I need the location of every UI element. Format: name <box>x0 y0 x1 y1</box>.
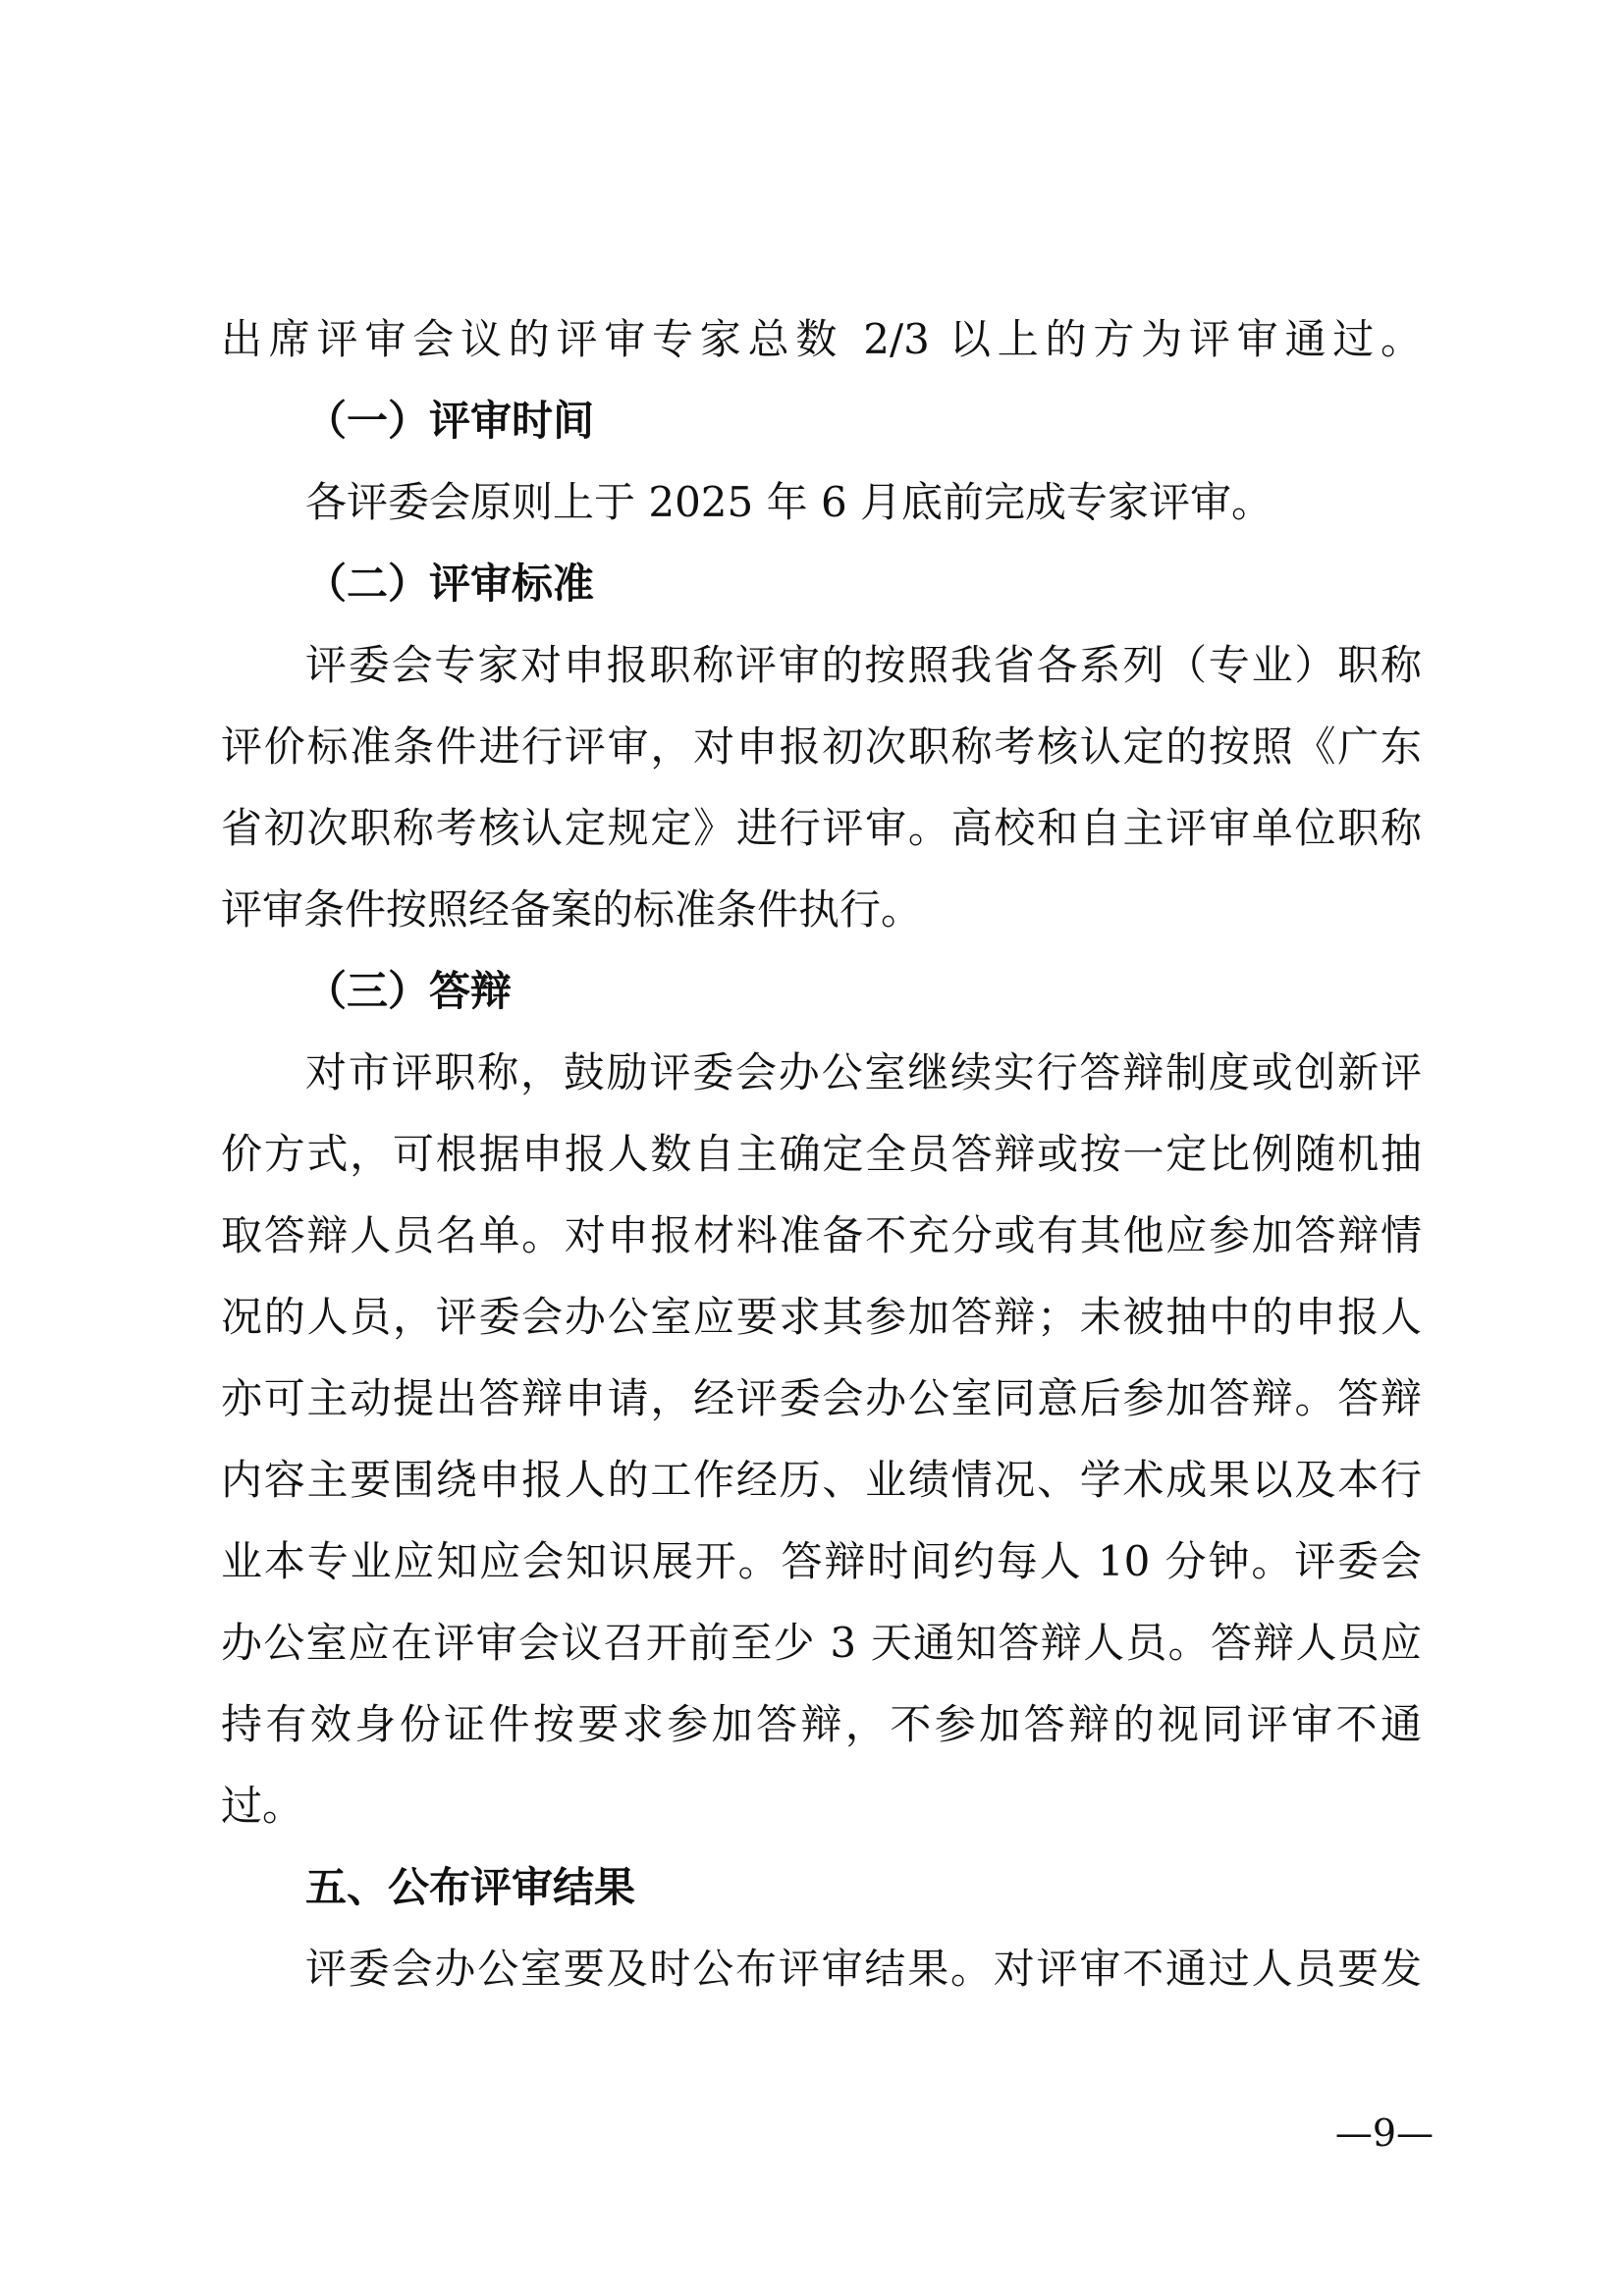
paragraph-line: 亦可主动提出答辩申请，经评委会办公室同意后参加答辩。答辩 <box>221 1374 1422 1422</box>
paragraph-line: 取答辩人员名单。对申报材料准备不充分或有其他应参加答辩情 <box>221 1211 1422 1259</box>
paragraph-line: 评审条件按照经备案的标准条件执行。 <box>221 885 923 934</box>
paragraph-line: 出席评审会议的评审专家总数 2/3 以上的方为评审通过。 <box>221 315 1422 363</box>
paragraph-line: 对市评职称，鼓励评委会办公室继续实行答辩制度或创新评 <box>305 1048 1422 1096</box>
section-heading-publish-results: 五、公布评审结果 <box>305 1863 636 1911</box>
paragraph-line: 省初次职称考核认定规定》进行评审。高校和自主评审单位职称 <box>221 804 1422 852</box>
paragraph-line: 各评委会原则上于 2025 年 6 月底前完成专家评审。 <box>305 478 1273 526</box>
paragraph-line: 持有效身份证件按要求参加答辩，不参加答辩的视同评审不通 <box>221 1700 1422 1748</box>
paragraph-line: 评价标准条件进行评审，对申报初次职称考核认定的按照《广东 <box>221 722 1422 771</box>
paragraph-line: 评委会专家对申报职称评审的按照我省各系列（专业）职称 <box>305 641 1422 689</box>
paragraph-line: 办公室应在评审会议召开前至少 3 天通知答辩人员。答辩人员应 <box>221 1619 1422 1667</box>
paragraph-line: 评委会办公室要及时公布评审结果。对评审不通过人员要发 <box>305 1945 1422 1993</box>
page-number: —9— <box>1334 2111 1434 2155</box>
paragraph-line: 过。 <box>221 1782 304 1830</box>
section-heading-review-time: （一）评审时间 <box>305 397 595 445</box>
paragraph-line: 况的人员，评委会办公室应要求其参加答辩；未被抽中的申报人 <box>221 1293 1422 1341</box>
paragraph-line: 业本专业应知应会知识展开。答辩时间约每人 10 分钟。评委会 <box>221 1537 1422 1585</box>
section-heading-review-standard: （二）评审标准 <box>305 560 595 608</box>
section-heading-defense: （三）答辩 <box>305 967 513 1015</box>
paragraph-line: 内容主要围绕申报人的工作经历、业绩情况、学术成果以及本行 <box>221 1456 1422 1504</box>
paragraph-line: 价方式，可根据申报人数自主确定全员答辩或按一定比例随机抽 <box>221 1130 1422 1178</box>
